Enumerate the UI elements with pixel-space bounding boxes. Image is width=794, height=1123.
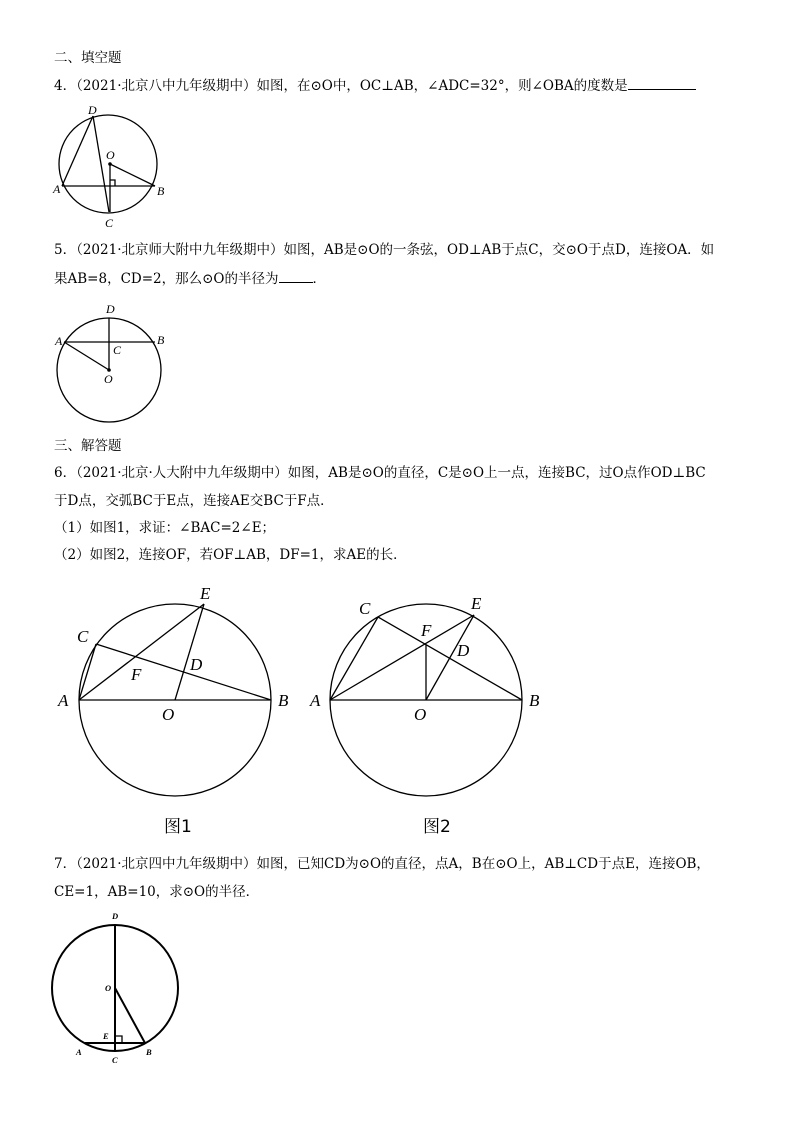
q7-line1: 7．（2021·北京四中九年级期中）如图，已知CD为⊙O的直径，点A，B在⊙O上，AB⊥CD于点E，连接OB， [54,856,710,872]
q6-part1: （1）如图1，求证：∠BAC=2∠E； [54,520,276,536]
fig2-label-d: D [457,641,470,660]
q4-label-b: B [157,184,165,198]
q4-label-a: A [53,182,61,196]
q7-label-b: B [146,1047,152,1057]
fig1-label-a: A [58,691,69,710]
q7-label-d: D [112,911,119,921]
q5-label-d: D [106,302,115,316]
q4-label-o: O [106,148,115,162]
q4-label-c: C [105,216,114,230]
q4-stem: 4．（2021·北京八中九年级期中）如图，在⊙O中，OC⊥AB，∠ADC=32°，则∠OBA的度数是 [54,78,628,94]
q4-text [54,77,696,95]
fig2-label-o: O [414,705,427,724]
fig2-label-e: E [471,594,482,613]
q6-part2: （2）如图2，连接OF，若OF⊥AB，DF=1，求AE的长． [54,547,407,563]
q5-answer-blank [279,282,313,283]
q7-label-e: E [103,1031,109,1041]
q7-label-o: O [105,983,112,993]
q4-label-d: D [88,103,97,117]
q5-label-a: A [55,334,63,348]
fig1-label-d: D [190,655,203,674]
fig1-label-f: F [131,665,142,684]
fig1-label-b: B [278,691,289,710]
fig2-label-c: C [359,599,371,618]
q5-label-b: B [157,333,165,347]
q7-label-c: C [112,1055,118,1065]
section-answer-title: 三、解答题 [54,438,122,454]
q7-line2: CE=1，AB=10，求⊙O的半径． [54,884,260,900]
fig2-caption: 图2 [423,817,451,837]
q6-line2: 于D点，交弧BC于E点，连接AE交BC于F点． [54,493,334,509]
fig2-label-f: F [421,621,432,640]
q5-period: ． [312,271,327,287]
fig1-label-o: O [162,705,175,724]
fig1-label-e: E [200,584,211,603]
q6-line1: 6．（2021·北京·人大附中九年级期中）如图，AB是⊙O的直径，C是⊙O上一点，连接BC，过O点作OD⊥BC [54,465,706,481]
q5-line2 [54,270,326,288]
fig1-label-c: C [77,627,89,646]
q4-answer-blank [628,89,696,90]
fig2-label-a: A [310,691,321,710]
q5-stem: 果AB=8，CD=2，那么⊙O的半径为 [54,271,279,287]
q5-label-c: C [113,343,122,357]
q5-label-o: O [104,372,113,386]
fig2-label-b: B [529,691,540,710]
fig1-caption: 图1 [164,817,192,837]
section-fill-title: 二、填空题 [54,50,122,66]
q5-line1: 5．（2021·北京师大附中九年级期中）如图，AB是⊙O的一条弦，OD⊥AB于点C，交⊙O于点D，连接OA．如 [54,242,715,258]
q7-label-a: A [76,1047,82,1057]
